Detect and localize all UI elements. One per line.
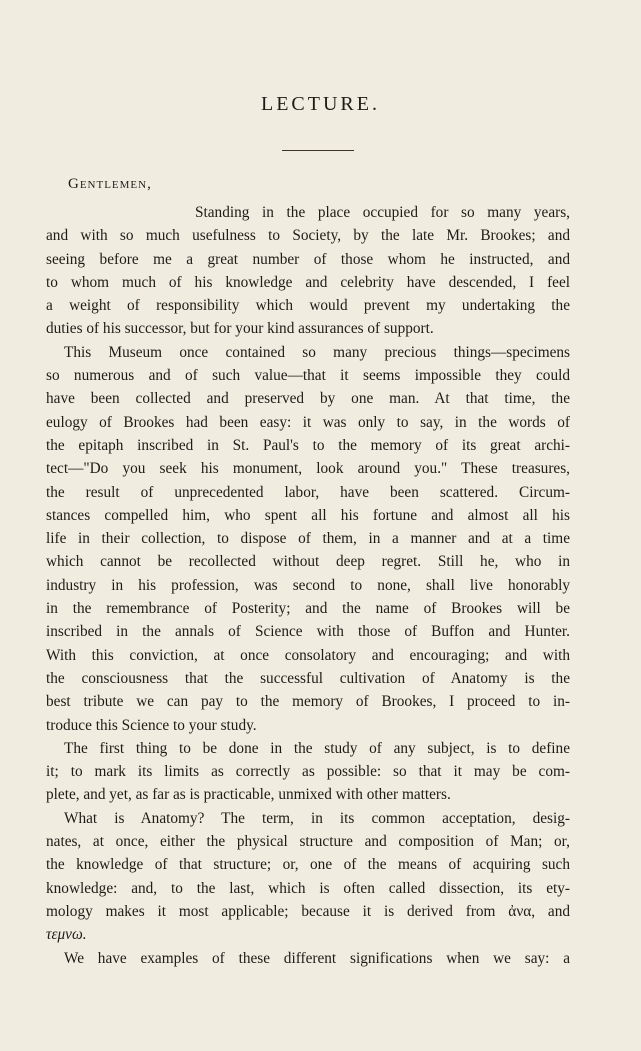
text-line: the epitaph inscribed in St. Paul's to the memory of its great archi-	[46, 436, 570, 454]
title-rule	[282, 150, 354, 151]
text-line: This Museum once contained so many precious things—specimens	[64, 343, 570, 361]
text-line: The first thing to be done in the study of any subject, is to define	[64, 739, 570, 757]
text-line: which cannot be recollected without deep regret. Still he, who in	[46, 553, 570, 571]
text-line: to whom much of his knowledge and celebrity have descended, I feel	[46, 273, 570, 291]
text-line: the consciousness that the successful cultivation of Anatomy is the	[46, 669, 570, 687]
text-line: nates, at once, either the physical structure and composition of Man; or,	[46, 833, 570, 851]
text-line: eulogy of Brookes had been easy: it was only to say, in the words of	[46, 413, 570, 431]
text-line: knowledge: and, to the last, which is often called dissection, its ety-	[46, 879, 570, 897]
text-line: it; to mark its limits as correctly as possible: so that it may be com-	[46, 763, 570, 781]
text-line: τεμνω.	[46, 926, 87, 944]
text-line: stances compelled him, who spent all his fortune and almost all his	[46, 506, 570, 524]
text-line: the result of unprecedented labor, have been scattered. Circum-	[46, 483, 570, 501]
page-title: LECTURE.	[261, 93, 380, 115]
text-line: troduce this Science to your study.	[46, 716, 257, 734]
text-line: mology makes it most applicable; because it is derived from ἀνα, and	[46, 902, 570, 920]
text-line: duties of his successor, but for your kind assurances of support.	[46, 320, 434, 338]
lecture-body	[46, 201, 570, 970]
text-line: have been collected and preserved by one man. At that time, the	[46, 390, 570, 408]
text-line: best tribute we can pay to the memory of Brookes, I proceed to in-	[46, 693, 570, 711]
text-line: We have examples of these different significations when we say: a	[64, 949, 570, 967]
text-line: What is Anatomy? The term, in its common acceptation, desig-	[64, 809, 570, 827]
text-line: seeing before me a great number of those whom he instructed, and	[46, 250, 570, 268]
text-line: industry in his profession, was second to none, shall live honorably	[46, 576, 570, 594]
text-line: the knowledge of that structure; or, one of the means of acquiring such	[46, 856, 570, 874]
text-line: tect—"Do you seek his monument, look around you." These treasures,	[46, 460, 570, 478]
text-line: With this conviction, at once consolatory and encouraging; and with	[46, 646, 570, 664]
text-line: Standing in the place occupied for so many years,	[195, 204, 570, 221]
text-line: plete, and yet, as far as is practicable, unmixed with other matters.	[46, 786, 451, 804]
text-line: and with so much usefulness to Society, by the late Mr. Brookes; and	[46, 227, 570, 245]
salutation: Gentlemen,	[68, 176, 152, 192]
text-line: life in their collection, to dispose of them, in a manner and at a time	[46, 530, 570, 548]
text-line: in the remembrance of Posterity; and the name of Brookes will be	[46, 600, 570, 618]
text-line: inscribed in the annals of Science with those of Buffon and Hunter.	[46, 623, 570, 641]
text-line: a weight of responsibility which would prevent my undertaking the	[46, 297, 570, 315]
text-line: so numerous and of such value—that it seems impossible they could	[46, 367, 570, 385]
